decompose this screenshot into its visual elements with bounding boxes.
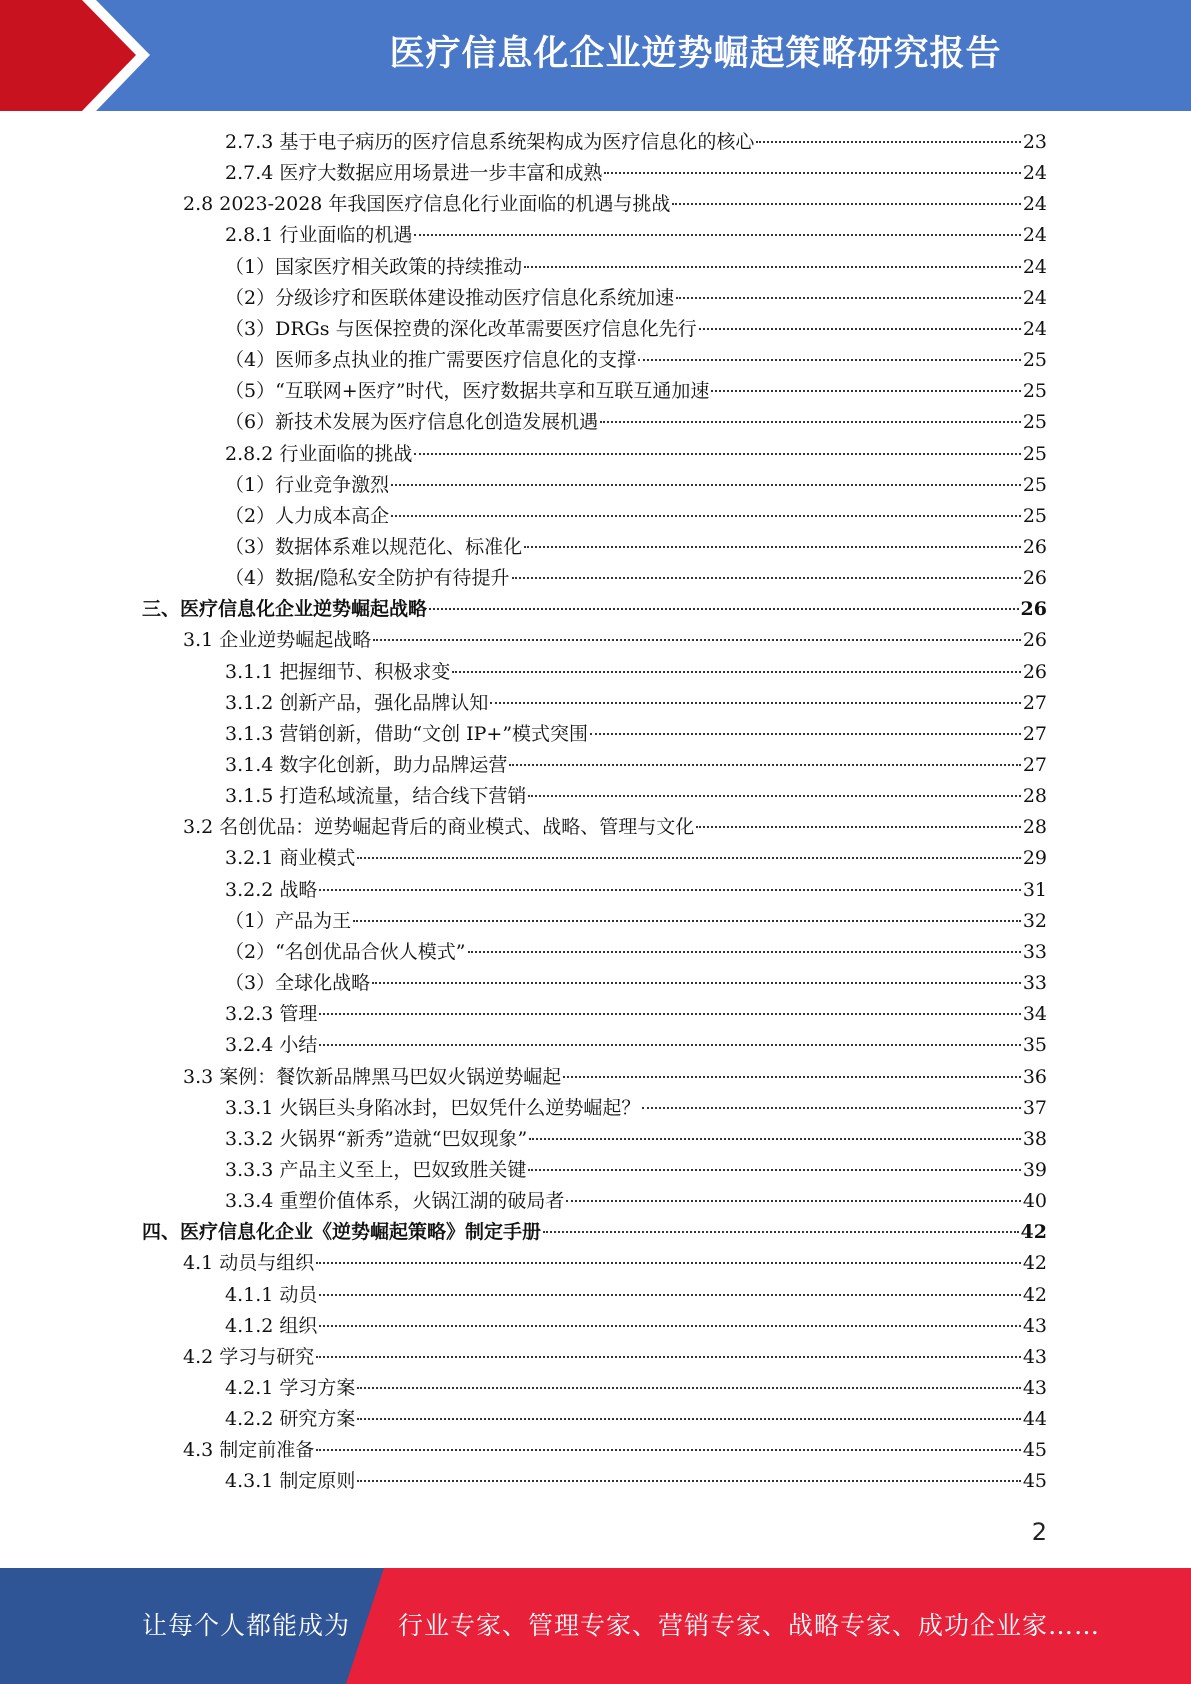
toc-entry-page: 24 (1022, 255, 1047, 278)
page-header (0, 0, 1191, 111)
toc-entry-page: 26 (1022, 535, 1047, 558)
toc-dot-leader (600, 421, 1021, 423)
toc-entry[interactable] (225, 252, 1047, 283)
toc-entry-label: 4.2.1 学习方案 (225, 1377, 356, 1399)
toc-entry[interactable] (225, 688, 1047, 719)
toc-entry-page: 43 (1022, 1314, 1047, 1337)
toc-dot-leader (543, 1231, 1019, 1233)
toc-entry-page: 45 (1022, 1470, 1047, 1493)
toc-dot-leader (711, 390, 1020, 392)
toc-entry[interactable] (225, 750, 1047, 781)
toc-entry-label: （4）数据/隐私安全防护有待提升 (225, 567, 510, 590)
toc-entry-label: （2）分级诊疗和医联体建设推动医疗信息化系统加速 (225, 286, 675, 309)
toc-entry-page: 25 (1022, 380, 1047, 403)
toc-dot-leader (319, 1294, 1020, 1296)
toc-entry-label: 4.3 制定前准备 (183, 1439, 315, 1462)
toc-entry[interactable] (183, 1248, 1047, 1279)
toc-entry[interactable] (225, 1404, 1047, 1435)
toc-entry-page: 43 (1022, 1345, 1047, 1368)
toc-entry[interactable] (183, 625, 1047, 656)
toc-dot-leader (316, 1262, 1021, 1264)
toc-entry-page: 43 (1022, 1377, 1047, 1399)
toc-entry-label: （3）全球化战略 (225, 972, 371, 995)
toc-entry[interactable] (183, 189, 1047, 220)
toc-entry-page: 42 (1020, 1221, 1047, 1244)
toc-entry[interactable] (225, 1124, 1047, 1155)
toc-entry-label: （4）医师多点执业的推广需要医疗信息化的支撑 (225, 349, 637, 372)
toc-entry-label: 2.8.1 行业面临的机遇 (225, 224, 413, 247)
toc-entry-label: 4.3.1 制定原则 (225, 1470, 356, 1493)
toc-entry-label: （2）“名创优品合伙人模式” (225, 940, 466, 963)
toc-entry[interactable] (142, 1217, 1047, 1248)
toc-entry-page: 40 (1022, 1190, 1047, 1213)
toc-dot-leader (642, 1107, 1020, 1109)
toc-entry-label: 3.1.4 数字化创新，助力品牌运营 (225, 754, 508, 776)
toc-entry-label: 3.3 案例：餐饮新品牌黑马巴奴火锅逆势崛起 (183, 1065, 562, 1088)
toc-entry-label: 四、医疗信息化企业《逆势崛起策略》制定手册 (142, 1221, 542, 1244)
toc-entry-label: （1）国家医疗相关政策的持续推动 (225, 255, 523, 278)
toc-dot-leader (414, 234, 1020, 236)
toc-entry-label: 2.8.2 行业面临的挑战 (225, 442, 413, 465)
toc-entry-page: 31 (1022, 878, 1047, 901)
toc-entry-page: 26 (1020, 598, 1047, 621)
toc-entry-label: （3）数据体系难以规范化、标准化 (225, 535, 523, 558)
toc-entry[interactable] (225, 501, 1047, 532)
toc-entry-page: 23 (1022, 131, 1047, 153)
toc-dot-leader (429, 608, 1019, 610)
toc-entry-page: 25 (1022, 442, 1047, 465)
toc-dot-leader (357, 1480, 1020, 1482)
toc-dot-leader (512, 577, 1021, 579)
toc-entry-label: 3.1.1 把握细节、积极求变 (225, 660, 451, 683)
toc-entry[interactable] (225, 843, 1047, 874)
toc-entry-page: 26 (1022, 629, 1047, 652)
toc-entry[interactable] (225, 719, 1047, 750)
toc-entry[interactable] (225, 657, 1047, 688)
toc-entry[interactable] (183, 812, 1047, 843)
toc-entry-page: 24 (1022, 193, 1047, 216)
toc-entry-page: 33 (1022, 940, 1047, 963)
toc-dot-leader (528, 795, 1020, 797)
toc-entry-label: 2.7.3 基于电子病历的医疗信息系统架构成为医疗信息化的核心 (225, 131, 755, 153)
toc-entry-label: （6）新技术发展为医疗信息化创造发展机遇 (225, 411, 599, 434)
toc-entry[interactable] (225, 1311, 1047, 1342)
toc-entry-page: 25 (1022, 411, 1047, 434)
toc-entry-page: 45 (1022, 1439, 1047, 1462)
toc-entry[interactable] (183, 1342, 1047, 1373)
toc-dot-leader (316, 1449, 1021, 1451)
toc-entry-page: 37 (1022, 1096, 1047, 1119)
toc-entry-page: 28 (1022, 785, 1047, 808)
toc-dot-leader (672, 203, 1020, 205)
toc-entry-label: 2.7.4 医疗大数据应用场景进一步丰富和成熟 (225, 162, 603, 185)
toc-entry-label: 3.3.3 产品主义至上，巴奴致胜关键 (225, 1158, 527, 1181)
toc-entry-page: 25 (1022, 349, 1047, 372)
toc-entry-page: 32 (1022, 909, 1047, 932)
toc-entry[interactable] (183, 1062, 1047, 1093)
toc-entry[interactable] (225, 532, 1047, 563)
toc-entry-label: （1）行业竞争激烈 (225, 473, 390, 496)
toc-dot-leader (638, 359, 1021, 361)
toc-dot-leader (590, 733, 1021, 735)
toc-entry-label: （1）产品为王 (225, 909, 352, 932)
toc-entry[interactable] (225, 937, 1047, 968)
toc-entry-page: 24 (1022, 286, 1047, 309)
toc-dot-leader (524, 546, 1021, 548)
document-title: 医疗信息化企业逆势崛起策略研究报告 (389, 34, 1002, 74)
toc-entry-page: 29 (1022, 847, 1047, 870)
toc-entry[interactable] (225, 283, 1047, 314)
toc-entry[interactable] (225, 1466, 1047, 1497)
page-number: 2 (1031, 1518, 1047, 1546)
toc-entry[interactable] (225, 875, 1047, 906)
toc-entry[interactable] (225, 563, 1047, 594)
toc-entry[interactable] (225, 1030, 1047, 1061)
toc-entry-label: 3.2.2 战略 (225, 878, 318, 901)
toc-entry[interactable] (225, 220, 1047, 251)
toc-entry[interactable] (225, 376, 1047, 407)
toc-entry[interactable] (142, 594, 1047, 625)
toc-dot-leader (566, 1200, 1020, 1202)
toc-dot-leader (316, 1356, 1021, 1358)
toc-entry-page: 35 (1022, 1034, 1047, 1057)
toc-entry-label: 4.2.2 研究方案 (225, 1408, 356, 1431)
toc-dot-leader (756, 141, 1020, 143)
toc-entry[interactable] (225, 345, 1047, 376)
toc-entry-label: 3.1.5 打造私域流量，结合线下营销 (225, 785, 527, 808)
toc-dot-leader (490, 702, 1020, 704)
footer-slogan-right: 行业专家、管理专家、营销专家、战略专家、成功企业家…… (398, 1611, 1101, 1640)
toc-entry-page: 39 (1022, 1158, 1047, 1181)
toc-entry[interactable] (225, 407, 1047, 438)
toc-entry-label: 3.1 企业逆势崛起战略 (183, 629, 372, 652)
toc-entry-label: 3.3.1 火锅巨头身陷冰封，巴奴凭什么逆势崛起？ (225, 1096, 641, 1119)
toc-entry[interactable] (225, 1093, 1047, 1124)
toc-entry-label: 4.1.2 组织 (225, 1314, 318, 1337)
toc-dot-leader (509, 764, 1020, 766)
toc-entry-page: 25 (1022, 504, 1047, 527)
toc-entry-page: 42 (1022, 1283, 1047, 1306)
toc-dot-leader (452, 671, 1020, 673)
toc-entry[interactable] (225, 999, 1047, 1030)
toc-entry-label: （5）“互联网+医疗”时代，医疗数据共享和互联互通加速 (225, 380, 710, 403)
toc-entry-page: 28 (1022, 816, 1047, 839)
toc-dot-leader (357, 857, 1020, 859)
toc-entry-page: 26 (1022, 567, 1047, 590)
toc-entry-label: 4.1.1 动员 (225, 1283, 318, 1306)
toc-entry-page: 27 (1022, 691, 1047, 714)
toc-entry[interactable] (225, 314, 1047, 345)
toc-entry-label: 3.1.2 创新产品，强化品牌认知 (225, 691, 489, 714)
toc-entry-page: 24 (1022, 162, 1047, 185)
toc-dot-leader (319, 1044, 1020, 1046)
toc-entry-label: 3.1.3 营销创新，借助“文创 IP+”模式突围 (225, 722, 589, 745)
toc-entry-page: 33 (1022, 972, 1047, 995)
toc-dot-leader (353, 920, 1021, 922)
toc-entry[interactable] (225, 439, 1047, 470)
toc-entry[interactable] (225, 1373, 1047, 1404)
toc-dot-leader (563, 1076, 1021, 1078)
toc-entry-page: 25 (1022, 473, 1047, 496)
toc-entry-page: 24 (1022, 317, 1047, 340)
toc-entry-label: 4.2 学习与研究 (183, 1345, 315, 1368)
toc-entry-page: 24 (1022, 224, 1047, 247)
toc-entry-label: 3.2.1 商业模式 (225, 847, 356, 870)
toc-dot-leader (699, 328, 1021, 330)
toc-entry[interactable] (225, 1155, 1047, 1186)
toc-dot-leader (319, 1325, 1020, 1327)
toc-dot-leader (319, 889, 1020, 891)
toc-dot-leader (373, 639, 1021, 641)
toc-entry-label: 3.3.2 火锅界“新秀”造就“巴奴现象” (225, 1127, 528, 1150)
page-footer (0, 1568, 1191, 1684)
toc-dot-leader (468, 951, 1021, 953)
toc-entry[interactable] (225, 968, 1047, 999)
toc-entry-page: 44 (1022, 1408, 1047, 1431)
toc-entry-page: 36 (1022, 1065, 1047, 1088)
toc-entry[interactable] (225, 127, 1047, 158)
toc-entry-page: 27 (1022, 722, 1047, 745)
toc-entry-label: 2.8 2023-2028 年我国医疗信息化行业面临的机遇与挑战 (183, 193, 671, 216)
toc-entry-page: 34 (1022, 1003, 1047, 1026)
toc-entry[interactable] (225, 1186, 1047, 1217)
toc-dot-leader (372, 982, 1021, 984)
toc-entry-label: 3.3.4 重塑价值体系，火锅江湖的破局者 (225, 1190, 565, 1213)
toc-entry-page: 42 (1022, 1252, 1047, 1275)
toc-entry[interactable] (225, 781, 1047, 812)
toc-entry-label: 4.1 动员与组织 (183, 1252, 315, 1275)
toc-entry-page: 38 (1022, 1127, 1047, 1150)
toc-dot-leader (391, 484, 1021, 486)
toc-entry-label: 三、医疗信息化企业逆势崛起战略 (142, 598, 428, 621)
toc-entry-page: 26 (1022, 660, 1047, 683)
toc-entry-label: 3.2.3 管理 (225, 1003, 318, 1026)
toc-entry-label: （3）DRGs 与医保控费的深化改革需要医疗信息化先行 (225, 317, 697, 340)
toc-entry[interactable] (225, 1280, 1047, 1311)
toc-entry-label: （2）人力成本高企 (225, 504, 390, 527)
toc-dot-leader (357, 1418, 1020, 1420)
toc-dot-leader (604, 172, 1020, 174)
toc-entry[interactable] (225, 470, 1047, 501)
toc-dot-leader (319, 1013, 1020, 1015)
toc-entry[interactable] (183, 1435, 1047, 1466)
toc-dot-leader (529, 1138, 1021, 1140)
toc-dot-leader (696, 826, 1021, 828)
toc-entry-label: 3.2.4 小结 (225, 1034, 318, 1057)
toc-dot-leader (528, 1169, 1020, 1171)
toc-dot-leader (391, 515, 1021, 517)
toc-entry[interactable] (225, 906, 1047, 937)
toc-entry[interactable] (225, 158, 1047, 189)
toc-entry-page: 27 (1022, 754, 1047, 776)
toc-dot-leader (676, 297, 1021, 299)
toc-dot-leader (357, 1387, 1020, 1389)
footer-slogan-left: 让每个人都能成为 (142, 1611, 351, 1640)
toc-entry-label: 3.2 名创优品：逆势崛起背后的商业模式、战略、管理与文化 (183, 816, 695, 839)
toc-dot-leader (524, 266, 1021, 268)
toc-dot-leader (414, 453, 1020, 455)
